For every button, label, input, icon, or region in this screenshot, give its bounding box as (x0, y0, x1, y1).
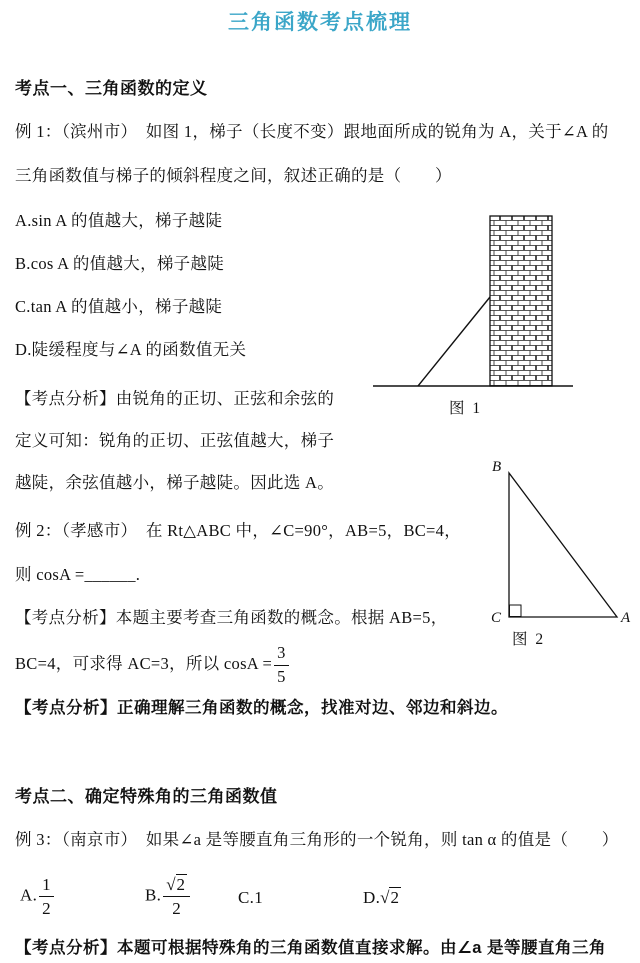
brick-wall (490, 216, 552, 386)
figure2-caption: 图 2 (512, 631, 546, 648)
right-angle-mark (510, 605, 522, 617)
option-b-radicand: 2 (176, 875, 186, 894)
option-a-fraction (39, 876, 54, 917)
analysis1-line1: 【考点分析】由锐角的正切、正弦和余弦的 (15, 389, 335, 408)
example3-line: 例 3：（南京市） 如果∠a 是等腰直角三角形的一个锐角，则 tan α 的值是（ ） (15, 830, 619, 849)
option-c-label: C. (238, 888, 255, 907)
option-d-label: D. (363, 888, 381, 907)
option-b-denominator: 2 (163, 896, 190, 917)
option-a-numerator: 1 (42, 875, 51, 894)
fraction-numerator: 3 (277, 643, 286, 662)
ladder-line (418, 297, 490, 386)
vertex-label-a: A (621, 610, 631, 626)
option-a-denominator: 2 (39, 896, 54, 917)
example1-line2: 三角函数值与梯子的倾斜程度之间，叙述正确的是（ ） (15, 166, 452, 185)
option-a-label: A. (20, 885, 38, 905)
vertex-label-b: B (492, 459, 502, 475)
analysis1-line2: 定义可知：锐角的正切、正弦值越大，梯子 (15, 431, 335, 450)
radical-sign: √ (166, 875, 176, 894)
figure1-ladder-wall (368, 210, 578, 392)
example1-option-c: C.tan A 的值越小，梯子越陡 (15, 297, 223, 316)
page-title: 三角函数考点梳理 (228, 11, 412, 34)
vertex-label-c: C (491, 610, 502, 626)
analysis3-line: 【考点分析】正确理解三角函数的概念，找准对边、邻边和斜边。 (15, 699, 508, 717)
section2-analysis-line: 【考点分析】本题可根据特殊角的三角函数值直接求解。由∠a 是等腰直角三角 (15, 939, 607, 957)
triangle-outline (509, 473, 617, 617)
option-b-fraction (163, 876, 190, 917)
figure2-right-triangle (480, 455, 638, 627)
example1-option-a: A.sin A 的值越大，梯子越陡 (15, 211, 223, 230)
example1-line1: 例 1：（滨州市） 如图 1，梯子（长度不变）跟地面所成的锐角为 A，关于∠A 的 (15, 122, 609, 141)
example3-option-b (145, 876, 190, 917)
example3-option-d (363, 888, 401, 908)
option-b-numerator (163, 876, 190, 896)
analysis2-line2-text: BC=4，可求得 AC=3，所以 cosA = (15, 653, 273, 673)
analysis2-line2 (15, 645, 289, 685)
example3-option-c (238, 888, 263, 908)
option-c-value: 1 (254, 888, 264, 907)
example2-line2: 则 cosA =______. (15, 565, 141, 584)
example2-line1: 例 2：（孝感市） 在 Rt△ABC 中，∠C=90°，AB=5，BC=4， (15, 521, 462, 540)
radical-sign: √ (380, 888, 390, 907)
analysis2-line1: 【考点分析】本题主要考查三角函数的概念。根据 AB=5， (15, 608, 448, 627)
fraction-denominator: 5 (274, 665, 289, 686)
figure1-caption: 图 1 (449, 400, 483, 417)
option-d-radicand: 2 (390, 888, 399, 907)
fraction-three-fifths (274, 645, 289, 685)
analysis1-line3: 越陡，余弦值越小，梯子越陡。因此选 A。 (15, 473, 335, 492)
section1-heading: 考点一、三角函数的定义 (15, 79, 208, 98)
example1-option-d: D.陡缓程度与∠A 的函数值无关 (15, 340, 247, 359)
example1-option-b: B.cos A 的值越大，梯子越陡 (15, 254, 225, 273)
section2-heading: 考点二、确定特殊角的三角函数值 (15, 787, 278, 806)
option-b-label: B. (145, 885, 162, 905)
example3-option-a (20, 876, 54, 917)
